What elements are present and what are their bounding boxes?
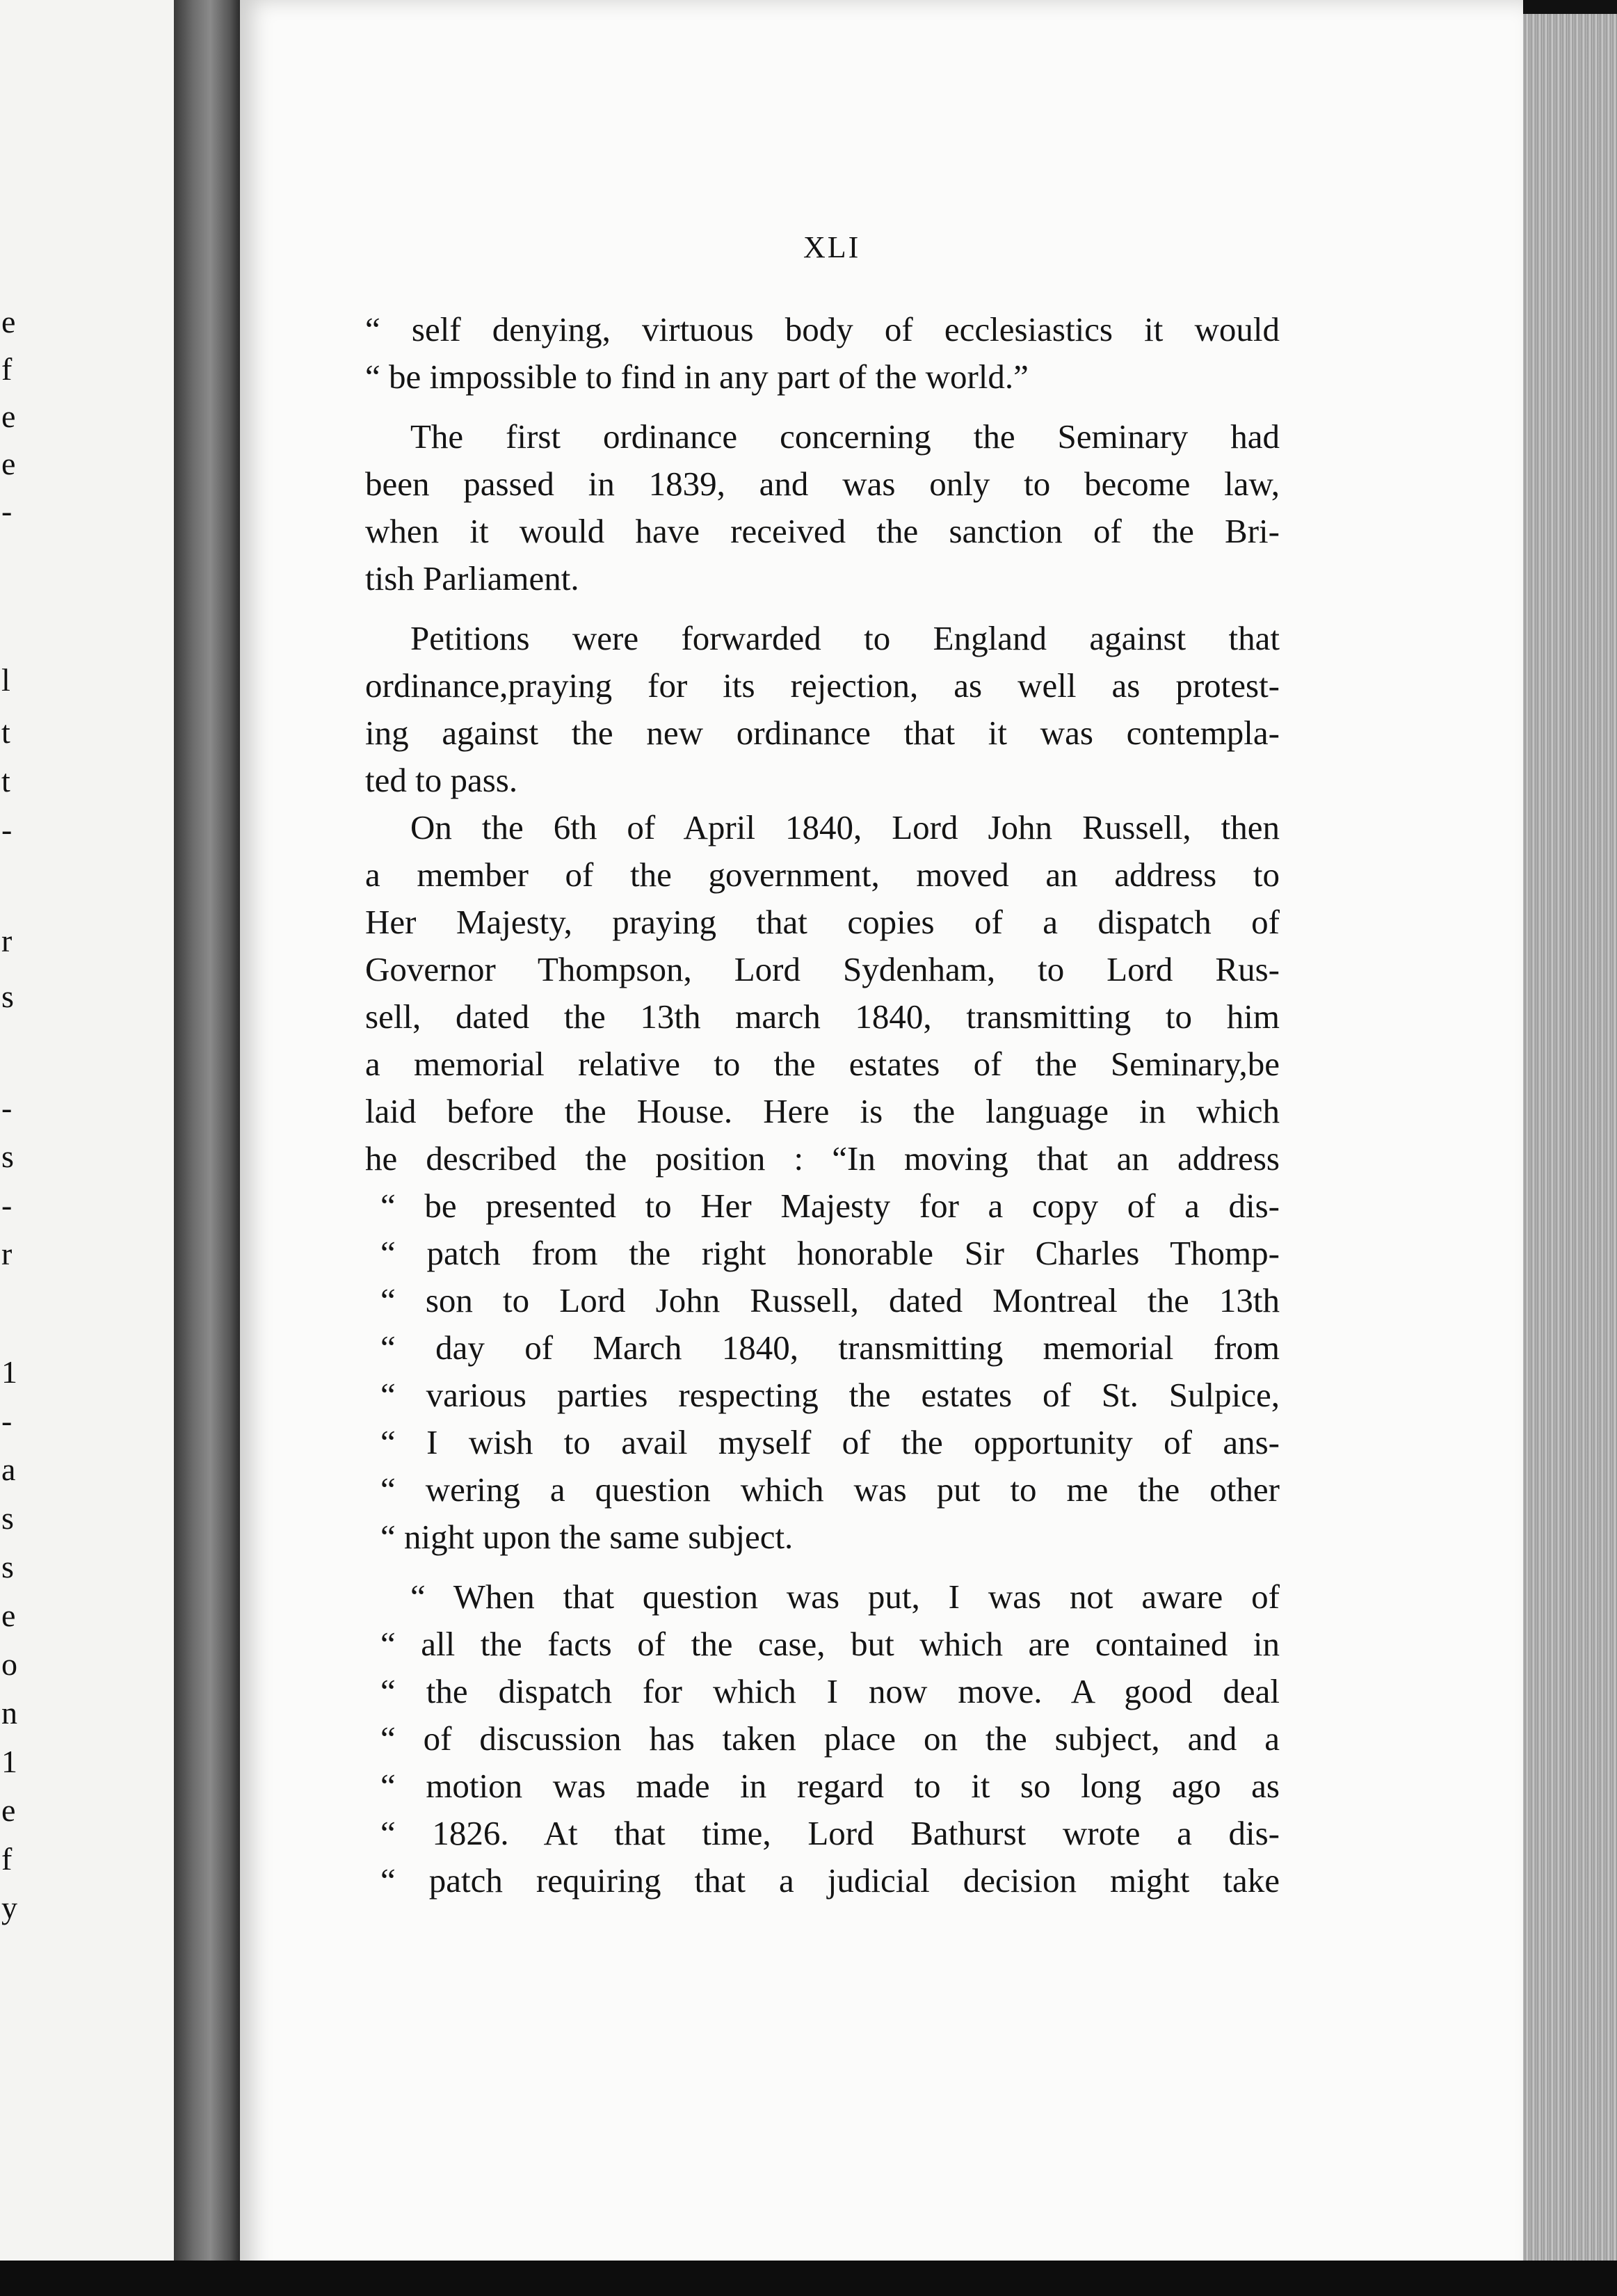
text-line: “ wering a question which was put to me the other — [380, 1470, 1280, 1509]
text-line: “ self denying, virtuous body of ecclesiastics it would — [365, 310, 1280, 348]
previous-page-sliver — [0, 0, 174, 2296]
text-line: tish Parliament. — [365, 559, 579, 597]
text-line: “ various parties respecting the estates of St. Sulpice, — [380, 1376, 1280, 1414]
text-line: “ 1826. At that time, Lord Bathurst wrote a dis- — [380, 1814, 1280, 1852]
paragraph — [365, 413, 1280, 602]
fragment: s — [1, 1549, 14, 1584]
fragment: s — [1, 1139, 14, 1174]
text-line: when it would have received the sanction of the Bri- — [365, 512, 1280, 550]
text-line: “ patch requiring that a judicial decision might take — [380, 1861, 1280, 1900]
fragment: e — [1, 1792, 16, 1828]
fragment: o — [1, 1646, 17, 1682]
fragment: e — [1, 304, 16, 339]
fragment: a — [1, 1452, 16, 1487]
text-line: “ night upon the same subject. — [380, 1518, 794, 1556]
fragment: r — [1, 923, 13, 958]
text-line: laid before the House. Here is the language in which — [365, 1092, 1280, 1130]
fragment: f — [1, 1841, 13, 1877]
fragment: l — [1, 662, 10, 698]
text-line: he described the position : “In moving that an address — [365, 1139, 1280, 1178]
text-line: ordinance,praying for its rejection, as well as protest- — [365, 666, 1280, 705]
text-line: “ be presented to Her Majesty for a copy of a dis- — [380, 1187, 1280, 1225]
page-number: XLI — [803, 230, 861, 264]
fragment: - — [1, 1187, 13, 1223]
fragment: f — [1, 351, 13, 387]
book-gutter-shadow — [174, 0, 240, 2296]
text-line: sell, dated the 13th march 1840, transmitting to him — [365, 997, 1280, 1036]
fragment: s — [1, 1500, 14, 1536]
text-line: Governor Thompson, Lord Sydenham, to Lord Rus- — [365, 950, 1280, 988]
paragraph — [365, 615, 1280, 804]
text-line: a memorial relative to the estates of the Seminary,be — [365, 1045, 1280, 1083]
fragment: e — [1, 399, 16, 434]
fragment: - — [1, 812, 13, 847]
text-line: ing against the new ordinance that it was contempla- — [365, 714, 1280, 752]
previous-page-line-ends — [0, 0, 28, 2296]
fragment: s — [1, 979, 14, 1014]
text-line: The first ordinance concerning the Seminary had — [410, 417, 1280, 456]
text-line: “ patch from the right honorable Sir Charles Thomp- — [380, 1234, 1280, 1272]
fragment: t — [1, 763, 10, 798]
text-line: “ When that question was put, I was not aware of — [410, 1578, 1280, 1616]
text-line: “ I wish to avail myself of the opportunity of ans- — [380, 1423, 1280, 1461]
page-body-text — [365, 306, 1280, 1904]
fragment: n — [1, 1695, 17, 1731]
fragment: r — [1, 1236, 13, 1271]
text-line: been passed in 1839, and was only to become law, — [365, 465, 1280, 503]
fragment: e — [1, 1598, 16, 1633]
text-line: “ of discussion has taken place on the subject, and a — [380, 1719, 1280, 1758]
text-line: “ be impossible to find in any part of the world.” — [365, 358, 1029, 396]
text-line: “ son to Lord John Russell, dated Montreal the 13th — [380, 1281, 1280, 1319]
paragraph — [365, 1573, 1280, 1904]
scan-bottom-border — [0, 2261, 1617, 2296]
fragment: 1 — [1, 1744, 17, 1779]
text-line: “ the dispatch for which I now move. A good deal — [380, 1672, 1280, 1710]
text-line: “ day of March 1840, transmitting memorial from — [380, 1328, 1280, 1367]
text-line: On the 6th of April 1840, Lord John Russell, then — [410, 808, 1280, 846]
fragment: y — [1, 1890, 17, 1925]
text-line: a member of the government, moved an address to — [365, 856, 1280, 894]
fragment: e — [1, 446, 16, 481]
fragment: - — [1, 1403, 13, 1438]
text-line: “ motion was made in regard to it so long ago as — [380, 1767, 1280, 1805]
fragment: - — [1, 1090, 13, 1125]
fragment: - — [1, 493, 13, 529]
fragment: 1 — [1, 1354, 17, 1390]
paragraph — [365, 804, 1280, 1561]
page-edge-stack — [1523, 14, 1617, 2261]
text-line: ted to pass. — [365, 761, 518, 799]
text-line: Her Majesty, praying that copies of a dispatch of — [365, 903, 1280, 941]
text-line: “ all the facts of the case, but which are contained in — [380, 1625, 1280, 1663]
paragraph — [365, 306, 1280, 401]
fragment: t — [1, 714, 10, 750]
text-line: Petitions were forwarded to England against that — [410, 619, 1280, 657]
